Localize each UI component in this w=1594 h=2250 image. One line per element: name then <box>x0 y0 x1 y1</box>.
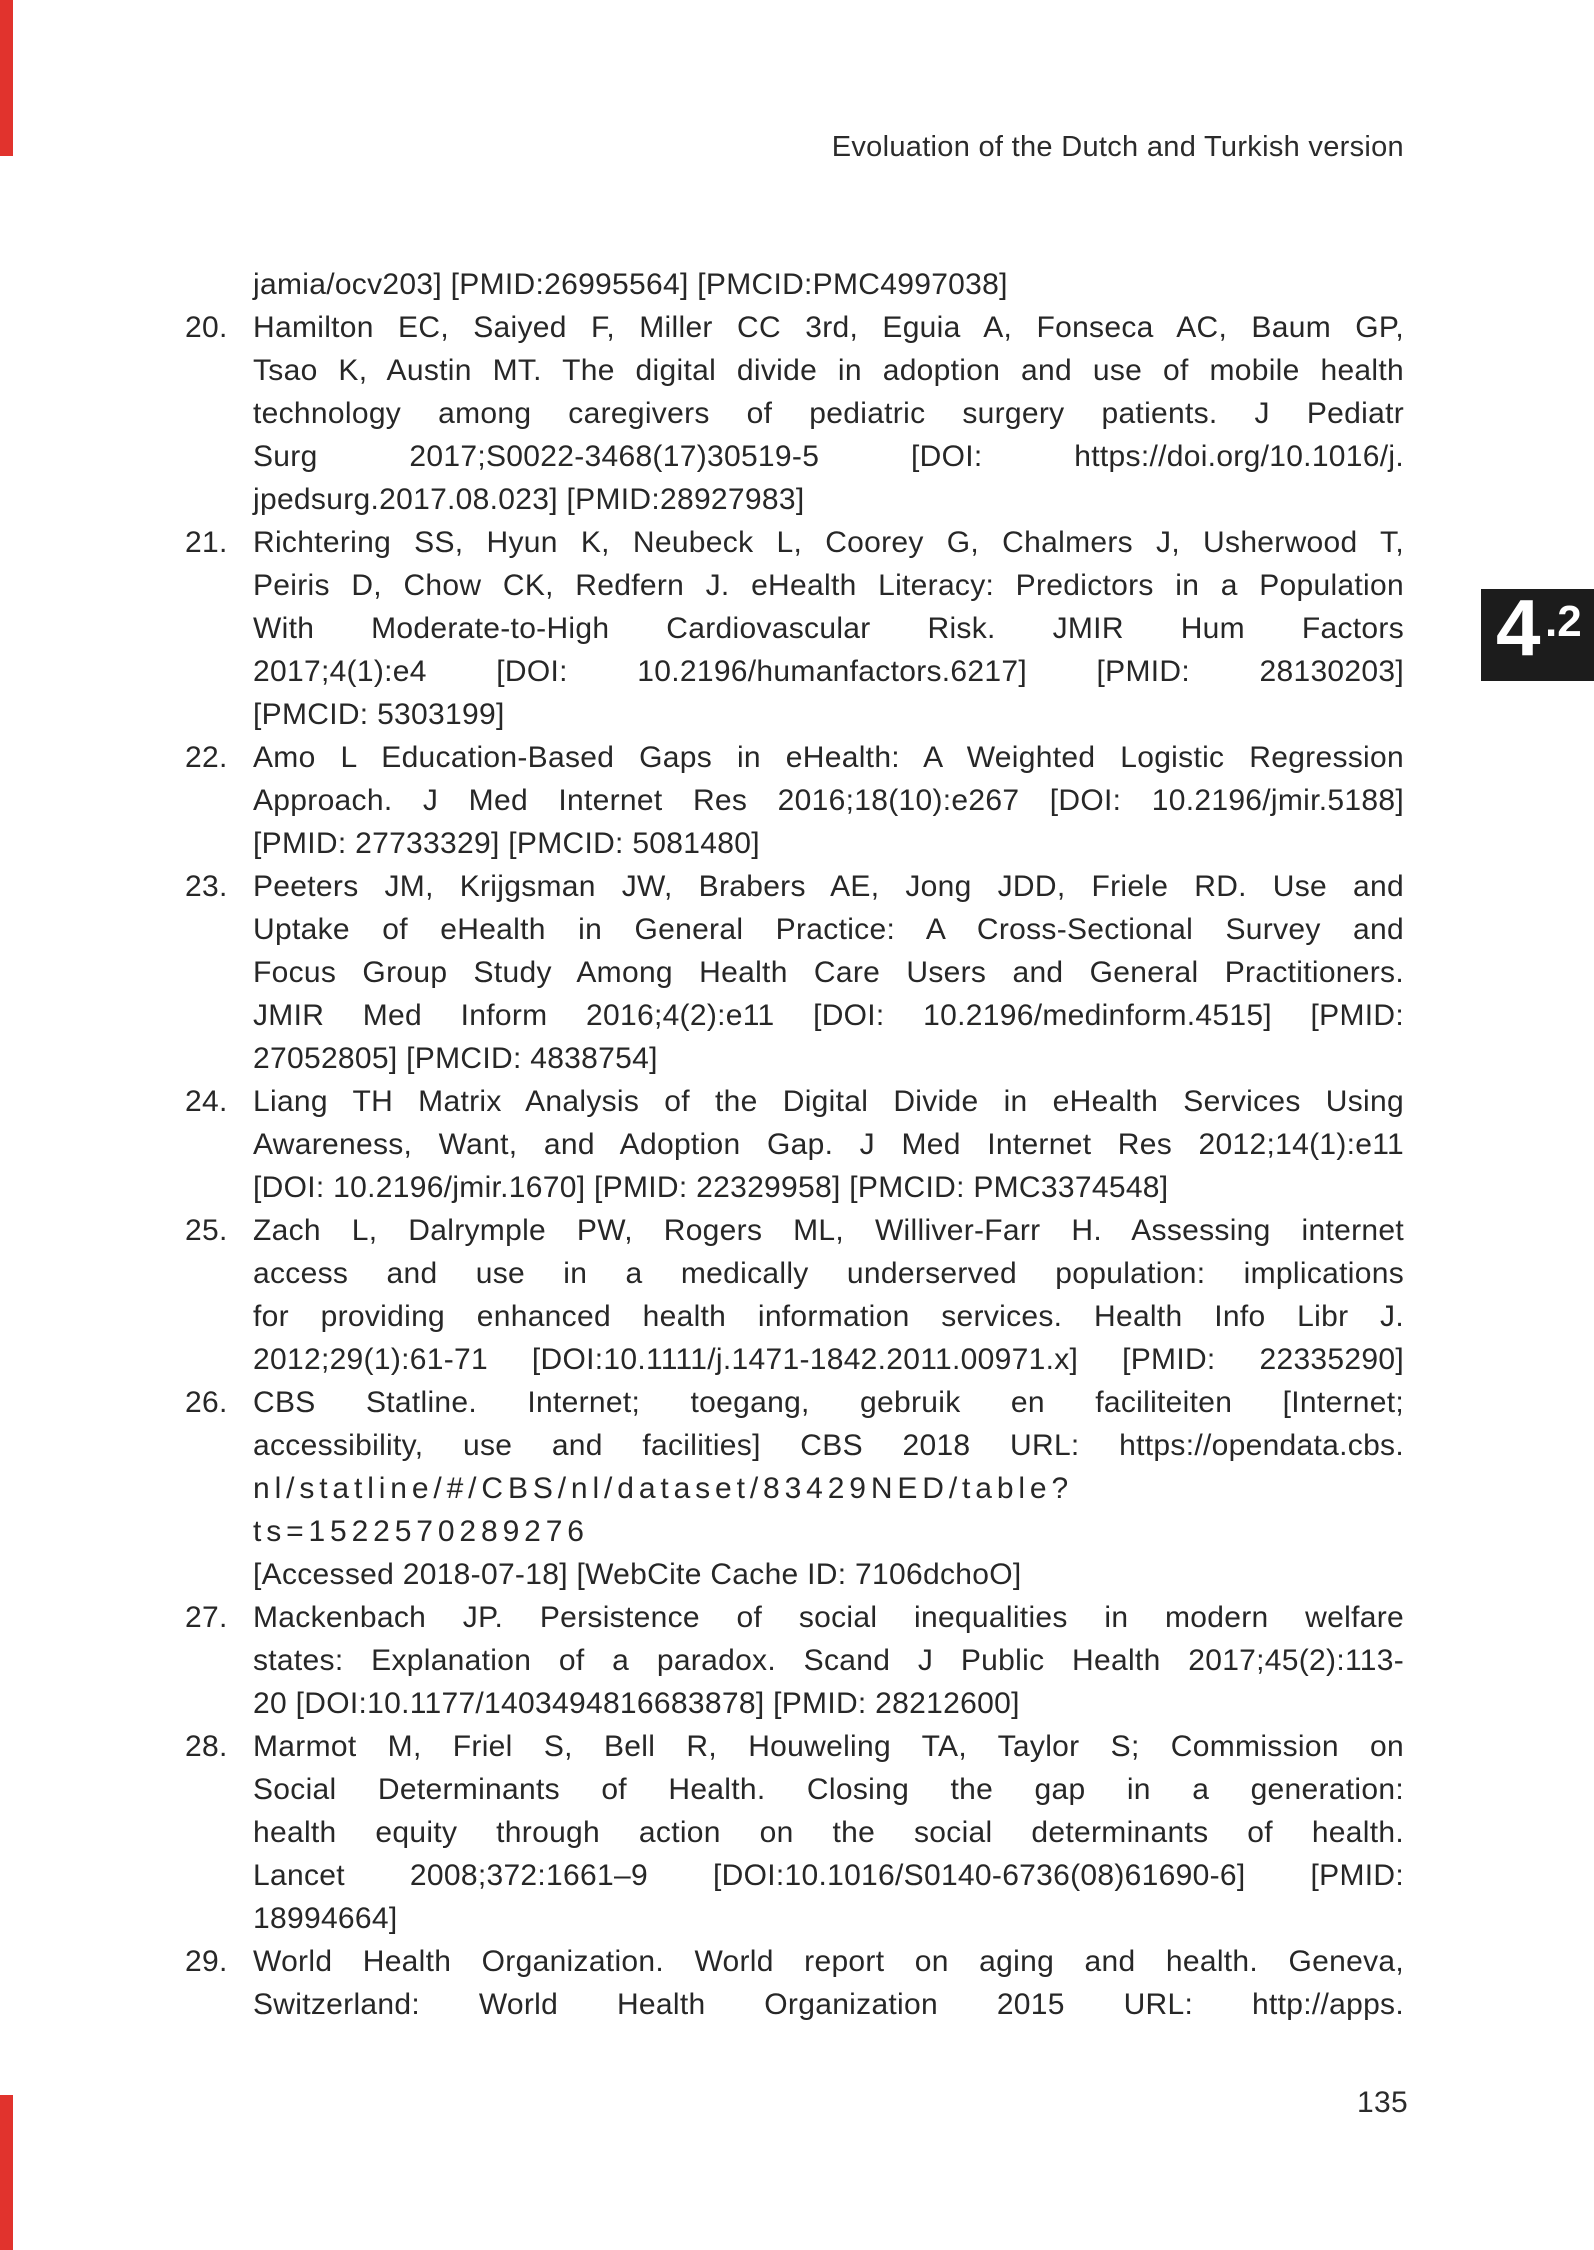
reference-line: World Health Organization. World report on aging and health. Geneva, <box>253 1945 1404 1978</box>
reference-line: access and use in a medically underserved population: implications <box>253 1257 1404 1290</box>
reference-line: Liang TH Matrix Analysis of the Digital Divide in eHealth Services Using <box>253 1085 1404 1118</box>
reference-line: jamia/ocv203] [PMID:26995564] [PMCID:PMC4997038] <box>253 268 1008 301</box>
reference-line: JMIR Med Inform 2016;4(2):e11 [DOI: 10.2196/medinform.4515] [PMID: <box>253 999 1404 1032</box>
reference-line: states: Explanation of a paradox. Scand J Public Health 2017;45(2):113- <box>253 1644 1404 1677</box>
reference-line: 2017;4(1):e4 [DOI: 10.2196/humanfactors.6217] [PMID: 28130203] <box>253 655 1404 688</box>
reference-line: Mackenbach JP. Persistence of social inequalities in modern welfare <box>253 1601 1404 1634</box>
reference-line: [PMCID: 5303199] <box>253 698 505 731</box>
reference-line: [PMID: 27733329] [PMCID: 5081480] <box>253 827 760 860</box>
reference-item <box>253 263 1404 306</box>
reference-line: With Moderate-to-High Cardiovascular Risk. JMIR Hum Factors <box>253 612 1404 645</box>
reference-line: 27052805] [PMCID: 4838754] <box>253 1042 658 1075</box>
reference-number: 24. <box>185 1085 228 1118</box>
chapter-edge-mark-top <box>0 0 13 156</box>
reference-line: Social Determinants of Health. Closing the gap in a generation: <box>253 1773 1404 1806</box>
reference-line: CBS Statline. Internet; toegang, gebruik en faciliteiten [Internet; <box>253 1386 1404 1419</box>
reference-text <box>253 1725 1404 1940</box>
reference-number: 20. <box>185 311 228 344</box>
reference-list <box>185 263 1404 2026</box>
reference-number: 21. <box>185 526 228 559</box>
reference-line: Richtering SS, Hyun K, Neubeck L, Coorey G, Chalmers J, Usherwood T, <box>253 526 1404 559</box>
reference-text <box>253 521 1404 736</box>
reference-text <box>253 1940 1404 2026</box>
reference-number: 22. <box>185 741 228 774</box>
reference-text <box>253 736 1404 865</box>
reference-line: Marmot M, Friel S, Bell R, Houweling TA, Taylor S; Commission on <box>253 1730 1404 1763</box>
reference-line: [DOI: 10.2196/jmir.1670] [PMID: 22329958] [PMCID: PMC3374548] <box>253 1171 1169 1204</box>
reference-line: 2012;29(1):61-71 [DOI:10.1111/j.1471-1842.2011.00971.x] [PMID: 22335290] <box>253 1343 1404 1376</box>
reference-text <box>253 865 1404 1080</box>
reference-number: 23. <box>185 870 228 903</box>
reference-line: accessibility, use and facilities] CBS 2018 URL: https://opendata.cbs. <box>253 1429 1404 1462</box>
reference-item <box>185 1596 1404 1725</box>
reference-text <box>253 263 1404 306</box>
reference-line: Peiris D, Chow CK, Redfern J. eHealth Literacy: Predictors in a Population <box>253 569 1404 602</box>
reference-item <box>185 1209 1404 1381</box>
reference-item <box>185 306 1404 521</box>
chapter-tab <box>1481 583 1594 681</box>
reference-line: 20 [DOI:10.1177/1403494816683878] [PMID: 28212600] <box>253 1687 1020 1720</box>
reference-item <box>185 1381 1404 1596</box>
reference-item <box>185 1725 1404 1940</box>
reference-line: Lancet 2008;372:1661–9 [DOI:10.1016/S0140-6736(08)61690-6] [PMID: <box>253 1859 1404 1892</box>
page-number: 135 <box>1357 2086 1408 2119</box>
reference-text <box>253 1209 1404 1381</box>
reference-line: Switzerland: World Health Organization 2015 URL: http://apps. <box>253 1988 1404 2021</box>
reference-line: Amo L Education-Based Gaps in eHealth: A Weighted Logistic Regression <box>253 741 1404 774</box>
reference-line: Uptake of eHealth in General Practice: A Cross-Sectional Survey and <box>253 913 1404 946</box>
reference-line: Focus Group Study Among Health Care Users and General Practitioners. <box>253 956 1404 989</box>
reference-number: 29. <box>185 1945 228 1978</box>
reference-line: Approach. J Med Internet Res 2016;18(10):e267 [DOI: 10.2196/jmir.5188] <box>253 784 1404 817</box>
running-header: Evoluation of the Dutch and Turkish version <box>831 131 1404 163</box>
reference-text <box>253 1381 1404 1596</box>
reference-line: Surg 2017;S0022-3468(17)30519-5 [DOI: https://doi.org/10.1016/j. <box>253 440 1404 473</box>
reference-number: 27. <box>185 1601 228 1634</box>
reference-number: 28. <box>185 1730 228 1763</box>
reference-line: Hamilton EC, Saiyed F, Miller CC 3rd, Eguia A, Fonseca AC, Baum GP, <box>253 311 1404 344</box>
reference-line: Awareness, Want, and Adoption Gap. J Med Internet Res 2012;14(1):e11 <box>253 1128 1404 1161</box>
reference-line: Zach L, Dalrymple PW, Rogers ML, Williver-Farr H. Assessing internet <box>253 1214 1404 1247</box>
section-number: .2 <box>1545 597 1582 646</box>
reference-line: jpedsurg.2017.08.023] [PMID:28927983] <box>253 483 805 516</box>
reference-line: for providing enhanced health information services. Health Info Libr J. <box>253 1300 1404 1333</box>
reference-item <box>185 736 1404 865</box>
reference-item <box>185 1940 1404 2026</box>
reference-line: [Accessed 2018-07-18] [WebCite Cache ID: 7106dchoO] <box>253 1558 1022 1591</box>
reference-text <box>253 306 1404 521</box>
reference-number: 25. <box>185 1214 228 1247</box>
reference-line: nl/statline/#/CBS/nl/dataset/83429NED/table?ts=1522570289276 <box>253 1472 1074 1548</box>
reference-item <box>185 1080 1404 1209</box>
reference-line: Peeters JM, Krijgsman JW, Brabers AE, Jong JDD, Friele RD. Use and <box>253 870 1404 903</box>
reference-item <box>185 865 1404 1080</box>
reference-line: 18994664] <box>253 1902 398 1935</box>
reference-item <box>185 521 1404 736</box>
reference-text <box>253 1080 1404 1209</box>
reference-text <box>253 1596 1404 1725</box>
chapter-number: 4 <box>1496 583 1541 672</box>
reference-line: technology among caregivers of pediatric surgery patients. J Pediatr <box>253 397 1404 430</box>
reference-line: Tsao K, Austin MT. The digital divide in adoption and use of mobile health <box>253 354 1404 387</box>
reference-number: 26. <box>185 1386 228 1419</box>
reference-line: health equity through action on the social determinants of health. <box>253 1816 1404 1849</box>
chapter-edge-mark-bottom <box>0 2095 13 2250</box>
